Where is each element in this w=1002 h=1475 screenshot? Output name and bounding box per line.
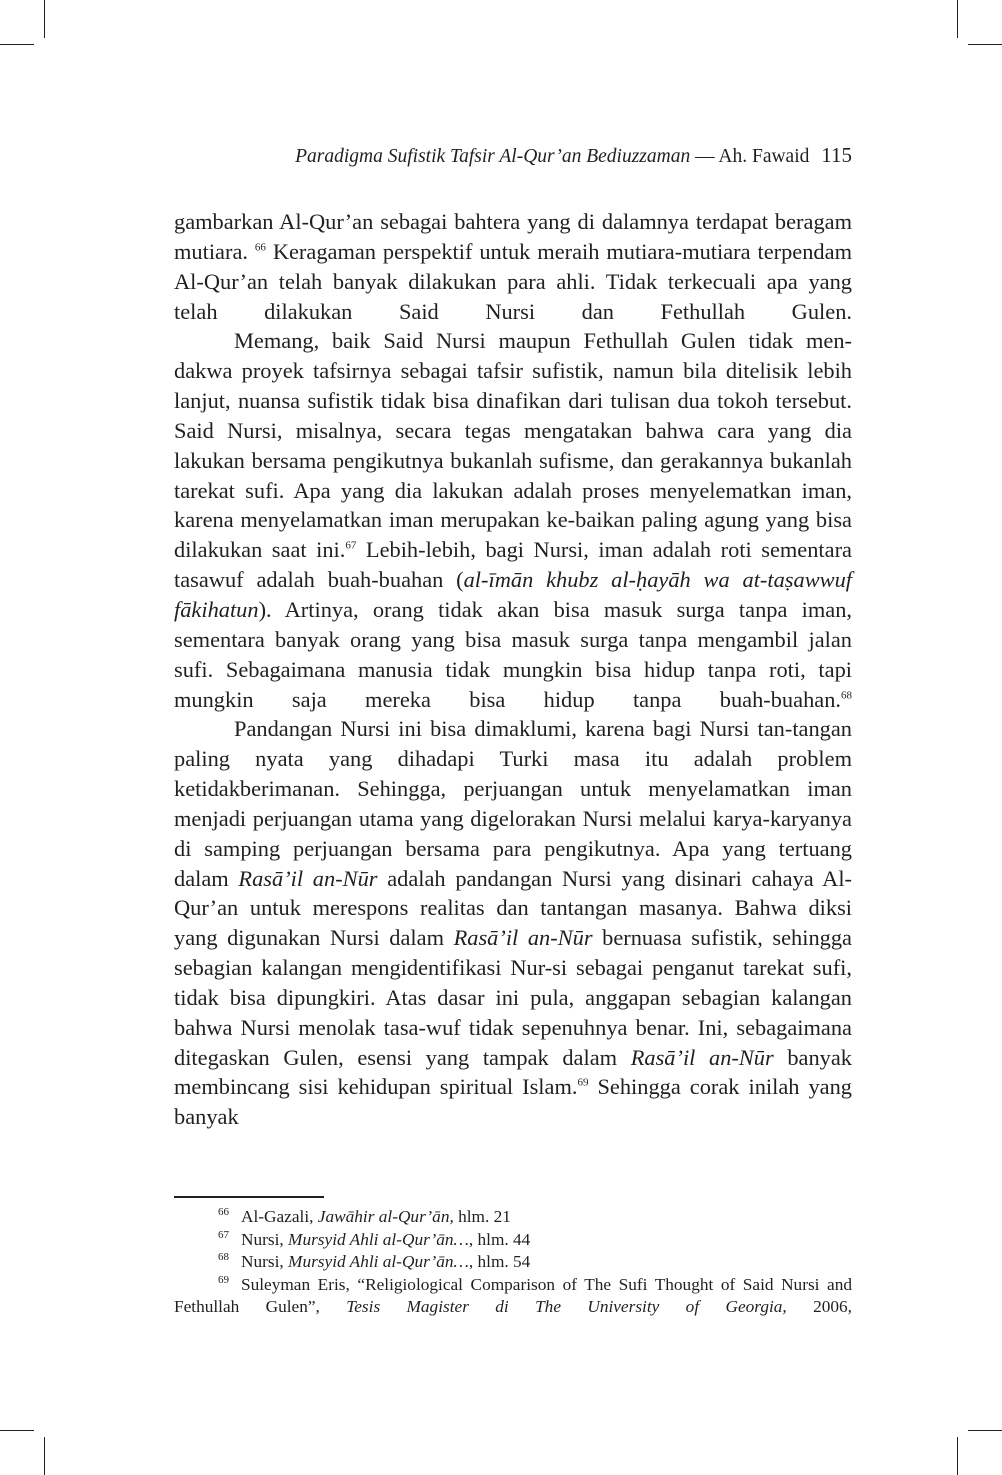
- paragraph-1: [174, 207, 852, 326]
- body-text: [174, 207, 852, 1132]
- text-run: hlm. 21: [453, 1207, 511, 1226]
- text-run: Sehingga corak inilah yang banyak: [174, 1074, 852, 1130]
- text-run: , hlm. 44: [468, 1229, 531, 1249]
- text-run: Pandangan Nursi ini bisa dimaklumi, karena bagi Nursi tan-tangan paling nyata yang dihadapi Turki masa itu adalah problem ketidakberimanan. Sehingga, perjuangan untuk menyelamatkan iman menjadi perjuangan utama yang digelorakan Nursi melalui karya-karyanya di samping perjuangan bersama para pengikutnya. Apa yang tertuang dalam: [174, 716, 852, 891]
- running-author: — Ah. Fawaid: [695, 146, 810, 167]
- text-run: Suleyman Eris, “Religiological Comparison of The Sufi Thought of Said Nursi and Fethullah Gulen”,: [174, 1274, 852, 1316]
- footnote-ref-66[interactable]: 66: [254, 241, 266, 254]
- crop-mark-top-left-vertical: [44, 0, 45, 38]
- page-number: 115: [821, 143, 852, 167]
- text-run: Memang, baik Said Nursi maupun Fethullah Gulen tidak men-dakwa proyek tafsirnya sebagai tafsir sufistik, namun bila ditelisik lebih lanjut, nuansa sufistik tidak bisa dinafikan dari tulisan dua tokoh tersebut. Said Nursi, misalnya, secara tegas mengatakan bahwa cara yang dia lakukan bersama pengikutnya bukanlah sufisme, dan gerakannya bukanlah tarekat sufi. Apa yang dia lakukan adalah proses menyelematkan iman, karena menyelamatkan iman merupakan ke-baikan paling agung yang bisa dilakukan saat ini.: [174, 328, 852, 563]
- italic-text: Rasā’il an-Nūr: [630, 1044, 774, 1070]
- text-run: Nursi,: [241, 1252, 289, 1271]
- footnotes: [174, 1206, 852, 1319]
- footnote-68: [174, 1251, 852, 1274]
- footnote-67: [174, 1229, 852, 1252]
- paragraph-3: [174, 714, 852, 1132]
- running-title: Paradigma Sufistik Tafsir Al-Qur’an Bediuzzaman: [295, 146, 691, 167]
- footnote-66: [174, 1206, 852, 1229]
- text-run: bernuasa sufistik, sehingga sebagian kalangan mengidentifikasi Nur-si sebagai penganut tarekat sufi, tidak bisa dipungkiri. Atas dasar ini pula, anggapan sebagian kalangan bahwa Nursi menolak tasa-wuf tidak sepenuhnya benar. Ini, sebagaimana ditegaskan Gulen, esensi yang tampak dalam: [174, 925, 852, 1070]
- italic-text: Rasā’il an-Nūr: [238, 865, 378, 891]
- text-run: Keragaman perspektif untuk meraih mutiara-mutiara terpendam Al-Qur’an telah banyak dilakukan para ahli. Tidak terkecuali apa yang telah dilakukan Said Nursi dan Fethullah Gulen.: [174, 238, 852, 324]
- italic-text: Mursyid Ahli al-Qur’ān…: [288, 1229, 469, 1249]
- italic-text: Tesis Magister di The University of Georgia,: [346, 1297, 787, 1316]
- text-run: adalah pandangan Nursi yang disinari cahaya Al-Qur’an untuk merespons realitas dan tantangan masanya. Bahwa diksi yang digunakan Nursi dalam: [174, 865, 853, 951]
- text-run: gambarkan Al-Qur’an sebagai bahtera yang di dalamnya terdapat beragam mutiara.: [174, 209, 852, 264]
- footnote-number: 66: [218, 1206, 229, 1219]
- italic-text: al-īmān khubz al-ḥayāh wa at-taṣawwuf fākihatun: [174, 567, 852, 622]
- italic-text: Mursyid Ahli al-Qur’ān…: [288, 1252, 469, 1271]
- footnote-ref-67[interactable]: 67: [345, 539, 357, 552]
- footnote-separator: [174, 1196, 324, 1198]
- italic-text: Jawāhir al-Qur’ān,: [317, 1207, 454, 1226]
- footnote-number: 68: [218, 1251, 229, 1264]
- paragraph-2: [174, 326, 852, 714]
- text-run: 2006,: [786, 1297, 853, 1316]
- crop-mark-top-right-vertical: [957, 0, 958, 38]
- crop-mark-bottom-left-horizontal: [0, 1430, 34, 1431]
- text-run: , hlm. 54: [468, 1252, 531, 1271]
- crop-mark-bottom-right-vertical: [957, 1437, 958, 1475]
- footnote-ref-68[interactable]: 68: [841, 689, 852, 702]
- text-run: Al-Gazali,: [241, 1207, 318, 1226]
- crop-mark-bottom-left-vertical: [44, 1437, 45, 1475]
- running-header: [174, 142, 852, 170]
- crop-mark-top-right-horizontal: [968, 44, 1002, 45]
- footnote-ref-69[interactable]: 69: [577, 1077, 589, 1089]
- footnote-69: [174, 1274, 852, 1319]
- text-run: ). Artinya, orang tidak akan bisa masuk surga tanpa iman, sementara banyak orang yang bisa masuk surga tanpa mengambil jalan sufi. Sebagaimana manusia tidak mungkin bisa hidup tanpa roti, tapi mungkin saja mereka bisa hidup tanpa buah-buahan.: [174, 596, 852, 712]
- footnote-number: 69: [218, 1273, 229, 1286]
- italic-text: Rasā’il an-Nūr: [453, 925, 593, 951]
- text-run: Nursi,: [241, 1229, 289, 1249]
- footnote-number: 67: [218, 1228, 229, 1241]
- crop-mark-bottom-right-horizontal: [968, 1430, 1002, 1431]
- crop-mark-top-left-horizontal: [0, 44, 34, 45]
- text-run: banyak membincang sisi kehidupan spiritual Islam.: [174, 1044, 852, 1100]
- text-run: Lebih-lebih, bagi Nursi, iman adalah roti sementara tasawuf adalah buah-buahan (: [174, 537, 852, 593]
